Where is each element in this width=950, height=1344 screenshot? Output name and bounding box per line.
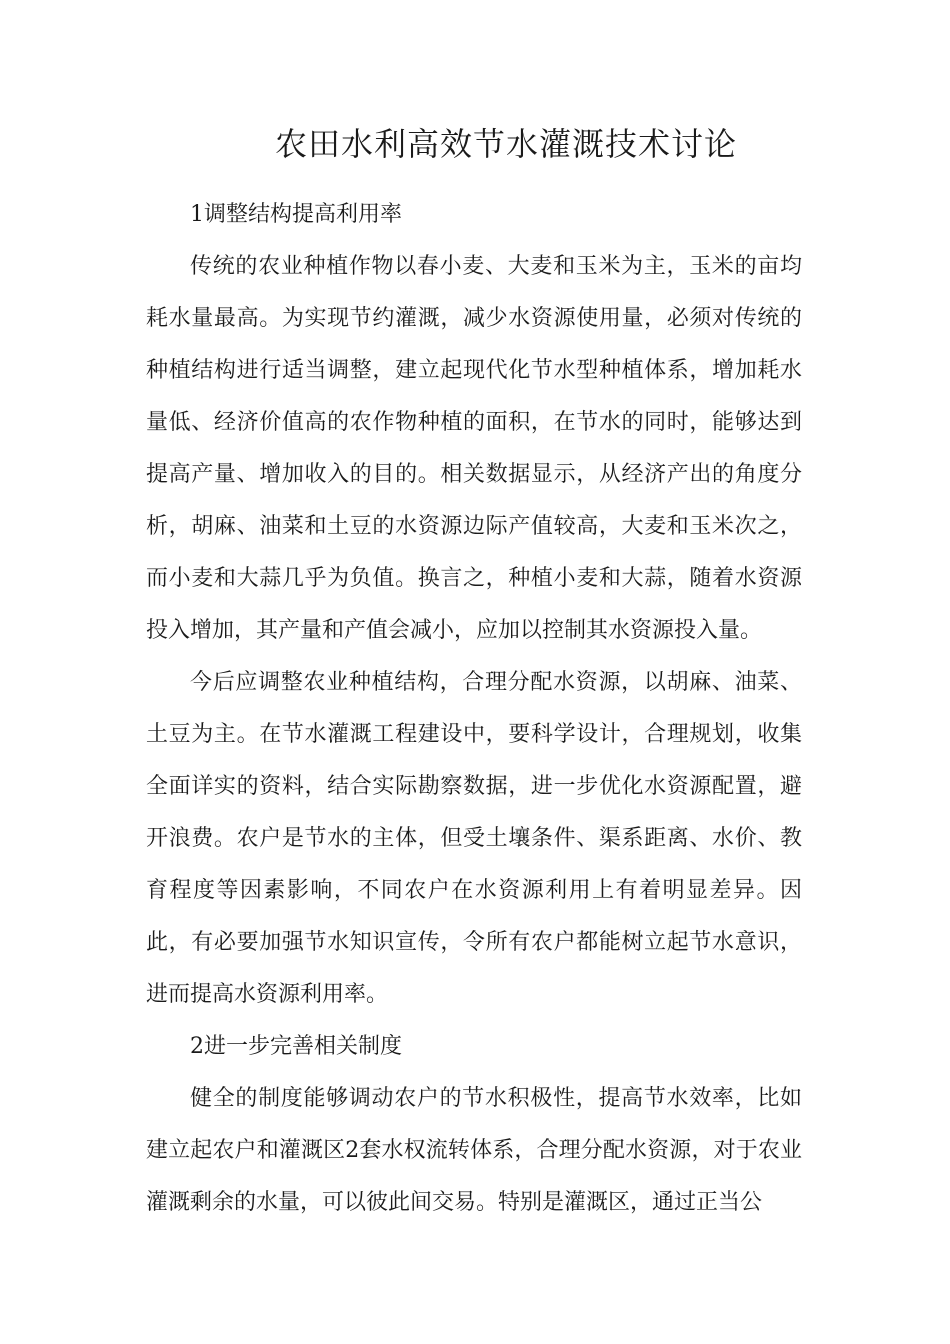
- section-2-paragraph-1: 健全的制度能够调动农户的节水积极性，提高节水效率，比如建立起农户和灌溉区2套水权流转体系，合理分配水资源，对于农业灌溉剩余的水量，可以彼此间交易。特别是灌溉区，通过正当公: [146, 1086, 802, 1215]
- section-heading-1: 1调整结构提高利用率: [190, 202, 402, 227]
- section-1-paragraph-2: 今后应调整农业种植结构，合理分配水资源，以胡麻、油菜、土豆为主。在节水灌溉工程建设中，要科学设计，合理规划，收集全面详实的资料，结合实际勘察数据，进一步优化水资源配置，避开浪费。农户是节水的主体，但受土壤条件、渠系距离、水价、教育程度等因素影响，不同农户在水资源利用上有着明显差异。因此，有必要加强节水知识宣传，令所有农户都能树立起节水意识，进而提高水资源利用率。: [146, 670, 802, 1007]
- document-title: 农田水利高效节水灌溉技术讨论: [274, 125, 737, 163]
- document-body: [146, 189, 802, 1229]
- section-1-paragraph-1: 传统的农业种植作物以春小麦、大麦和玉米为主，玉米的亩均耗水量最高。为实现节约灌溉，减少水资源使用量，必须对传统的种植结构进行适当调整，建立起现代化节水型种植体系，增加耗水量低、经济价值高的农作物种植的面积，在节水的同时，能够达到提高产量、增加收入的目的。相关数据显示，从经济产出的角度分析，胡麻、油菜和土豆的水资源边际产值较高，大麦和玉米次之，而小麦和大蒜几乎为负值。换言之，种植小麦和大蒜，随着水资源投入增加，其产量和产值会减小，应加以控制其水资源投入量。: [146, 254, 802, 643]
- section-heading-2: 2进一步完善相关制度: [190, 1034, 402, 1059]
